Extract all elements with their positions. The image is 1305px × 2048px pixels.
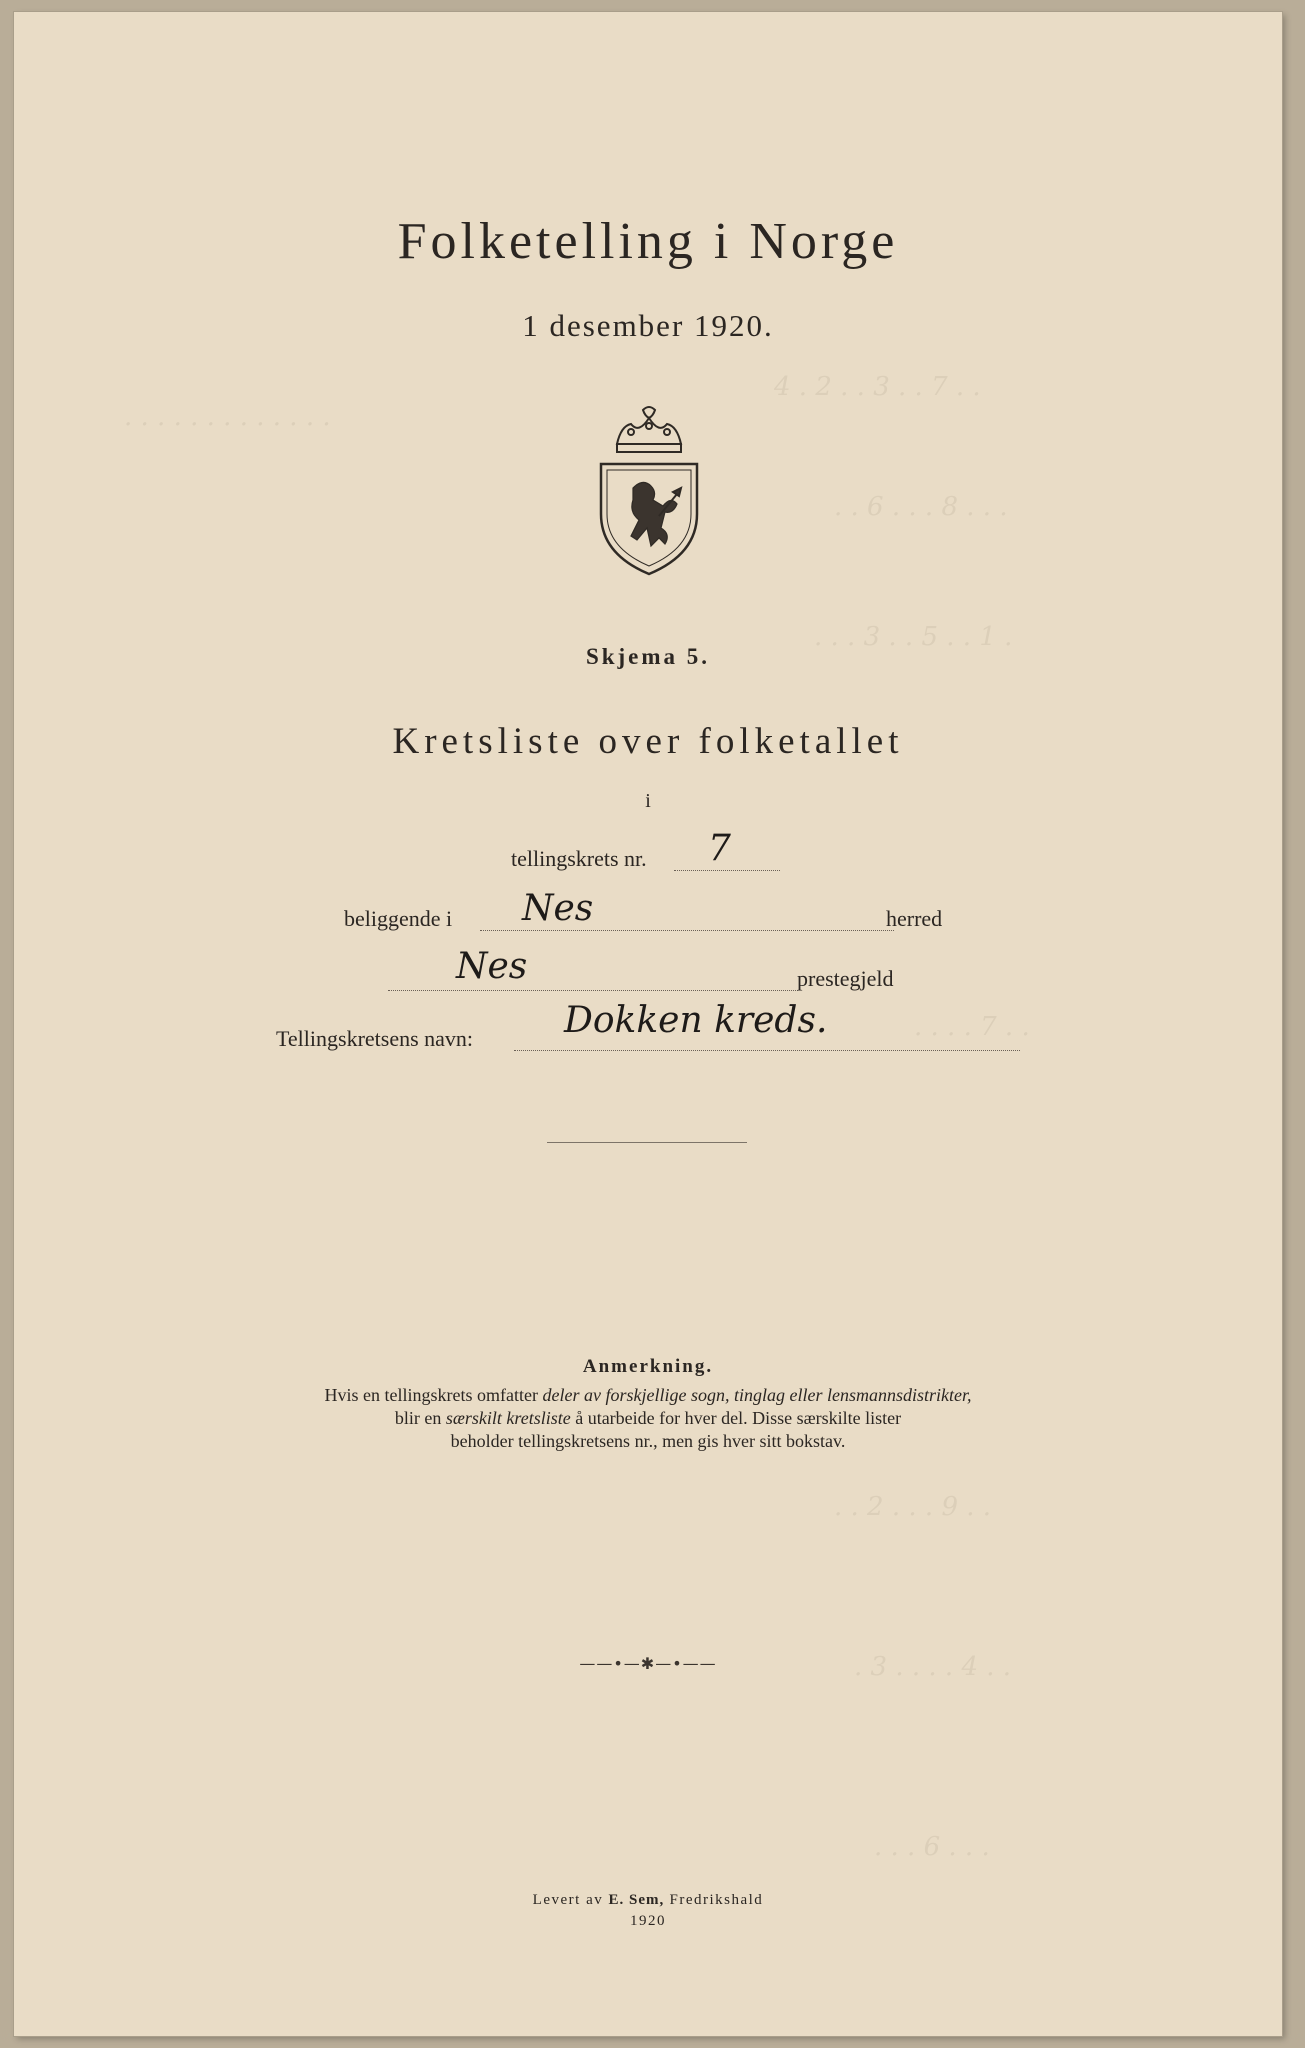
note-line-2-plain-a: blir en bbox=[394, 1408, 442, 1428]
note-title: Anmerkning. bbox=[582, 1356, 714, 1377]
preposition-i: i bbox=[645, 790, 651, 812]
schema-label: Skjema 5. bbox=[585, 644, 711, 669]
prestegjeld-handwritten: Nes bbox=[456, 946, 528, 987]
note-line-1-plain: Hvis en tellingskrets omfatter bbox=[324, 1385, 538, 1405]
printer-year: 1920 bbox=[630, 1913, 666, 1929]
krets-number-handwritten: 7 bbox=[708, 828, 731, 869]
kretsnavn-dotted-line bbox=[514, 1050, 1020, 1051]
herred-label: herred bbox=[886, 906, 943, 931]
census-form-page: . . . . . . . . . . . . . 4 . 2 . . 3 . . 7 . . . . 6 . . . 8 . . . . . . 3 . . 5 . . 1 . . . . . 7 . . . . 2 . . . 9 . . . 3 . . . . 4 . . . . . 6 . . . Folketelling i Norge 1 desember 1920. Skjema 5. Kretsliste over folketallet i tellingskrets nr. 7 beliggende i Nes herred Nes prestegjeld Tellingskretsens navn: Dokken kreds. Anmerkning. Hvis en tellingskrets omfatter deler av forskjellige sogn, tinglag eller lensmannsdistrikter, blir en særskilt kretsliste å utarbeide for hver del. Disse særskilte lister beholder tellingskretsens nr., men gis hver sitt bokstav. ——•—✱—•—— Levert av E. Sem, Fredrikshald 1920 bbox=[14, 12, 1282, 2036]
beliggende-dotted-line bbox=[480, 930, 894, 931]
note-line-2 bbox=[14, 1407, 1282, 1430]
herred-handwritten: Nes bbox=[522, 888, 594, 929]
note-line-3: beholder tellingskretsens nr., men gis hver sitt bokstav. bbox=[450, 1431, 846, 1451]
note-line-2-plain-b: å utarbeide for hver del. Disse særskilte lister bbox=[575, 1408, 902, 1428]
printer-prefix: Levert av bbox=[532, 1892, 604, 1908]
prestegjeld-label: prestegjeld bbox=[797, 966, 894, 991]
kretsnavn-label: Tellingskretsens navn: bbox=[276, 1026, 474, 1051]
kretsnavn-handwritten: Dokken kreds. bbox=[564, 1000, 828, 1041]
krets-dotted-line bbox=[674, 870, 780, 871]
krets-label: tellingskrets nr. bbox=[511, 846, 647, 871]
coat-of-arms-icon bbox=[599, 404, 699, 576]
note-body bbox=[14, 1384, 1282, 1453]
ornament-divider: ——•—✱—•—— bbox=[579, 1654, 717, 1673]
printer-imprint bbox=[14, 1890, 1282, 1932]
note-line-1 bbox=[14, 1384, 1282, 1407]
note-line-2-italic: særskilt kretsliste bbox=[445, 1408, 571, 1428]
beliggende-label: beliggende i bbox=[344, 906, 453, 931]
document-title: Folketelling i Norge bbox=[397, 213, 899, 270]
form-heading: Kretsliste over folketallet bbox=[392, 721, 904, 762]
divider-rule bbox=[547, 1142, 747, 1143]
census-date: 1 desember 1920. bbox=[522, 308, 774, 343]
prestegjeld-dotted-line bbox=[388, 990, 798, 991]
note-line-1-italic: deler av forskjellige sogn, tinglag eller lensmannsdistrikter, bbox=[542, 1385, 972, 1405]
printer-place: Fredrikshald bbox=[669, 1892, 764, 1908]
printer-name: E. Sem, bbox=[608, 1892, 665, 1908]
